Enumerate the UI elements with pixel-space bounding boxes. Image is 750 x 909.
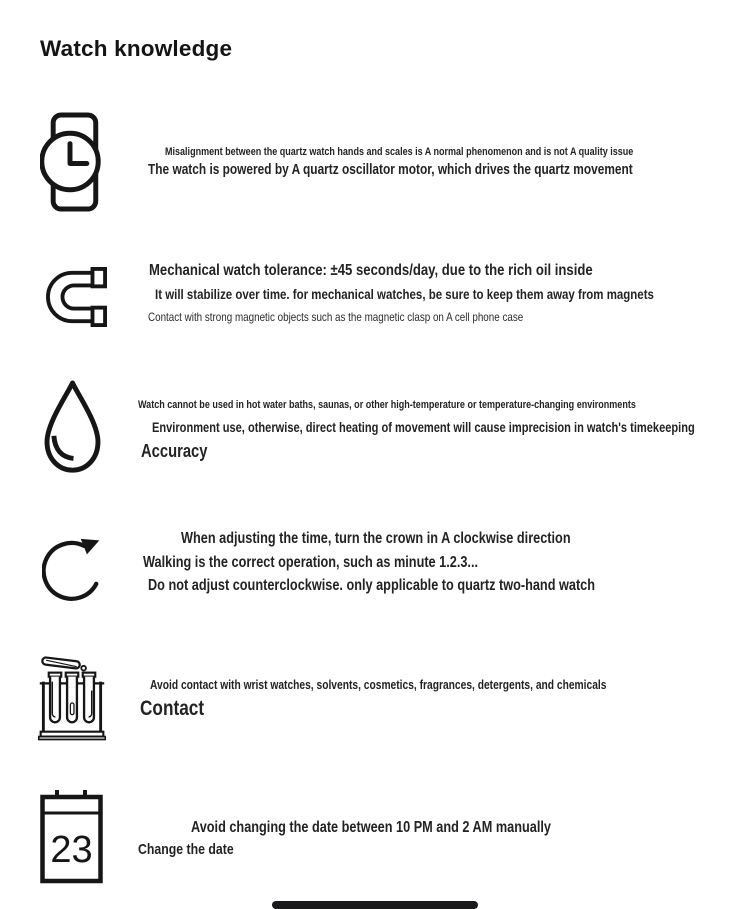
magnet-icon: [45, 267, 109, 327]
section-text-line: It will stabilize over time. for mechanical watches, be sure to keep them away from magnets: [155, 286, 654, 302]
water-drop-icon: [41, 379, 104, 477]
home-indicator-bar: [272, 901, 478, 909]
section-text-line: Watch cannot be used in hot water baths, saunas, or other high-temperature or temperature-changing environments: [138, 399, 636, 411]
calendar-day-number: 23: [50, 829, 93, 871]
section-text-line: Environment use, otherwise, direct heating of movement will cause imprecision in watch's timekeeping: [152, 420, 695, 435]
wrist-watch-icon: [40, 112, 102, 212]
section-text-line: Accuracy: [141, 441, 208, 461]
section-text-line: When adjusting the time, turn the crown in A clockwise direction: [181, 530, 571, 547]
section-text-line: Avoid changing the date between 10 PM and 2 AM manually: [191, 819, 551, 836]
page-title: Watch knowledge: [40, 36, 233, 61]
section-text-line: Misalignment between the quartz watch hands and scales is A normal phenomenon and is not A quality issue: [165, 146, 634, 158]
calendar-icon: [40, 788, 103, 884]
section-text-line: Contact: [140, 697, 205, 720]
section-text-line: Change the date: [138, 841, 234, 858]
section-text-line: Do not adjust counterclockwise. only applicable to quartz two-hand watch: [148, 577, 596, 594]
section-text-line: Mechanical watch tolerance: ±45 seconds/day, due to the rich oil inside: [149, 262, 593, 279]
test-tubes-icon: [38, 648, 106, 742]
section-text-line: Contact with strong magnetic objects such as the magnetic clasp on A cell phone case: [148, 310, 524, 324]
section-text-line: Avoid contact with wrist watches, solvents, cosmetics, fragrances, detergents, and chemicals: [150, 678, 607, 692]
section-text-line: The watch is powered by A quartz oscillator motor, which drives the quartz movement: [148, 162, 633, 178]
section-text-line: Walking is the correct operation, such as minute 1.2.3...: [143, 554, 479, 571]
clockwise-arrow-icon: [42, 528, 104, 604]
